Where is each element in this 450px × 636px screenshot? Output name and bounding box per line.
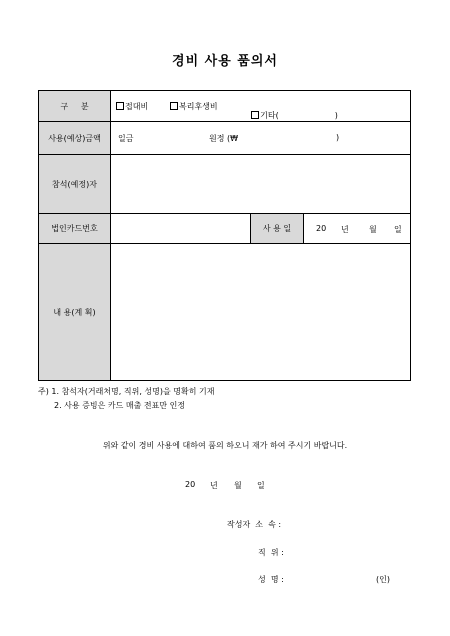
option-label: 접대비 (125, 102, 149, 111)
card-number-label: 법인카드번호 (51, 224, 98, 233)
date-year-unit: 년 (210, 481, 218, 490)
category-label-cell (39, 91, 110, 121)
use-date-label: 사 용 일 (262, 224, 292, 233)
checkbox-icon[interactable] (116, 102, 124, 110)
note-line-2: 2. 사용 증빙은 카드 매출 전표만 인정 (54, 401, 186, 410)
col-divider (303, 213, 304, 244)
content-label-cell (39, 244, 110, 380)
category-label: 구 분 (60, 101, 89, 111)
col-divider (250, 213, 251, 244)
use-date-day-unit: 일 (394, 225, 402, 234)
option-entertainment[interactable] (116, 101, 148, 112)
option-welfare[interactable] (170, 101, 218, 112)
date-year: 20 (185, 480, 196, 489)
col-divider (110, 91, 111, 380)
author-position-label: 직 위 : (258, 548, 284, 557)
attendees-label-cell (39, 155, 110, 213)
use-date-month-unit: 월 (369, 225, 377, 234)
request-sentence: 위와 같이 경비 사용에 대하여 품의 하오니 재가 하여 주시기 바랍니다. (102, 441, 348, 450)
card-label-cell (39, 214, 110, 243)
option-other[interactable] (241, 101, 338, 130)
seal-mark: (인) (376, 575, 390, 584)
amount-label-cell (39, 122, 110, 154)
note-line-1: 주) 1. 참석자(거래처명, 직위, 성명)을 명확히 기재 (38, 387, 215, 396)
amount-label: 사용(예상)금액 (48, 133, 101, 143)
amount-prefix: 일금 (118, 134, 134, 143)
option-label: 기타( ) (260, 111, 338, 120)
checkbox-icon[interactable] (251, 111, 259, 119)
option-label: 복리후생비 (179, 102, 218, 111)
attendees-label: 참석(예정)자 (52, 179, 97, 189)
author-name-label: 성 명 : (258, 575, 284, 584)
amount-close: ) (336, 133, 340, 142)
use-date-year-unit: 년 (341, 225, 349, 234)
expense-form-table (38, 90, 411, 381)
date-month-unit: 월 (234, 481, 242, 490)
use-date-year: 20 (316, 224, 327, 233)
use-date-label-cell (251, 214, 303, 243)
date-day-unit: 일 (257, 481, 265, 490)
checkbox-icon[interactable] (170, 102, 178, 110)
amount-won: 원정 (₩ (209, 134, 239, 143)
document-title: 경비 사용 품의서 (172, 54, 278, 69)
content-label: 내 용(계 획) (53, 307, 96, 317)
author-affiliation-label: 작성자 소 속 : (227, 520, 282, 529)
